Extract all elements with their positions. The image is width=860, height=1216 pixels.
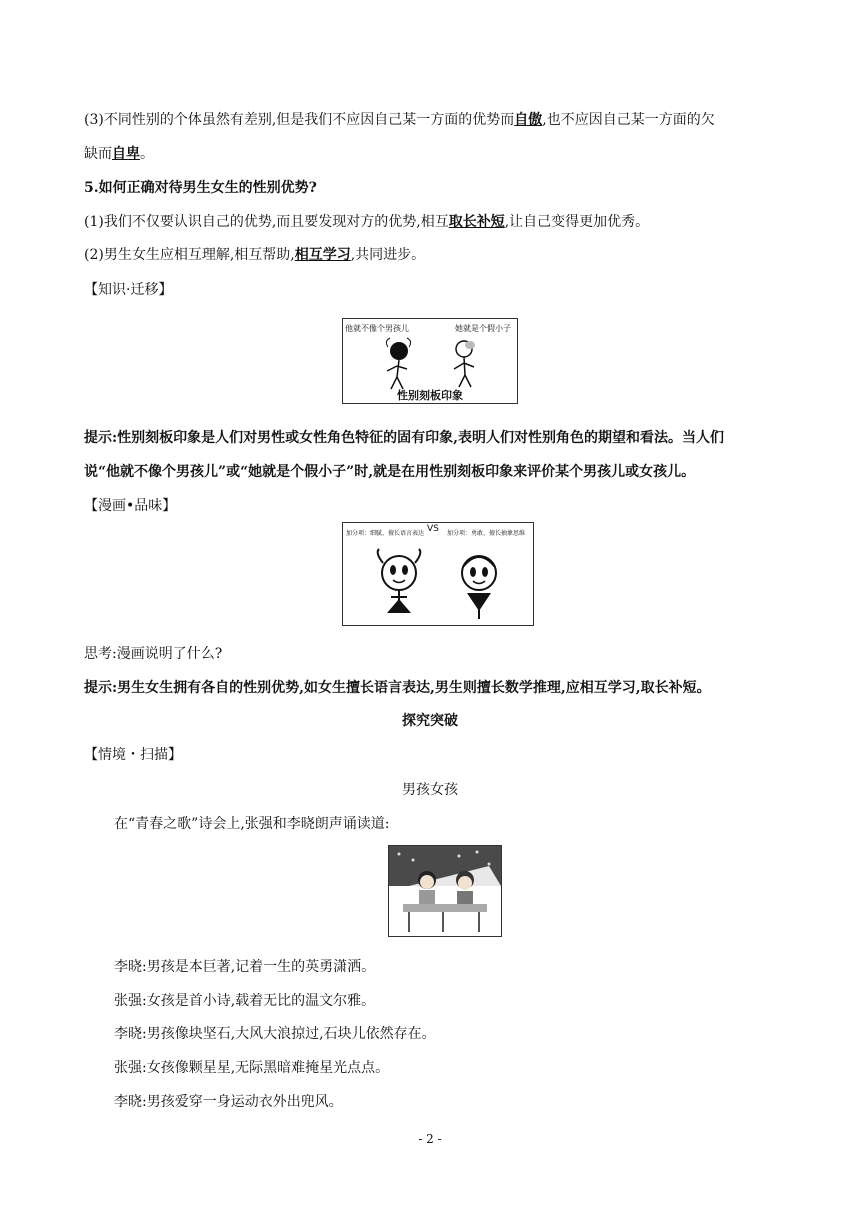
dialogue-line: 李晓:男孩像块坚石,大风大浪掠过,石块儿依然存在。 <box>114 1026 436 1042</box>
section-comic: 【漫画•品味】 <box>84 498 177 514</box>
section-explore-title: 探究突破 <box>402 713 458 729</box>
keyword-learn-mutual: 相互学习 <box>294 247 351 263</box>
keyword-inferior: 自卑 <box>112 146 140 162</box>
classroom-drawing <box>389 846 501 936</box>
paragraph-3-line-2: 缺而自卑。 <box>84 146 154 162</box>
poem-title: 男孩女孩 <box>402 782 458 798</box>
answer-5-1: (1)我们不仅要认识自己的优势,而且要发现对方的优势,相互取长补短,让自己变得更加优秀。 <box>84 214 650 230</box>
figure-caption: 性别刻板印象 <box>397 389 463 402</box>
dialogue-line: 李晓:男孩爱穿一身运动衣外出兜风。 <box>114 1094 343 1110</box>
paragraph-3-line-1: (3)不同性别的个体虽然有差别,但是我们不应因自己某一方面的优势而自傲,也不应因自己某一方面的欠 <box>84 112 715 128</box>
keyword-complement: 取长补短 <box>448 214 505 230</box>
page-number: - 2 - <box>418 1132 442 1146</box>
comic-vs-label: VS <box>427 524 439 534</box>
hint-2: 提示:男生女生拥有各自的性别优势,如女生擅长语言表达,男生则擅长数学推理,应相互学习,取长补短。 <box>84 680 711 696</box>
dialogue-line: 张强:女孩是首小诗,载着无比的温文尔雅。 <box>114 993 376 1009</box>
dialogue-line: 张强:女孩像颗星星,无际黑暗难掩星光点点。 <box>114 1060 390 1076</box>
figure-left-label: 他就不像个男孩儿 <box>345 324 409 333</box>
comic-left-label: 加分项：细腻、擅长语言表达 <box>346 530 425 537</box>
comic-right-label: 加分项：勇敢、擅长抽象思维 <box>447 530 526 537</box>
keyword-arrogant: 自傲 <box>514 112 543 128</box>
question-5: 5.如何正确对待男生女生的性别优势? <box>84 180 317 196</box>
figure-right-label: 她就是个假小子 <box>455 324 511 333</box>
hint-1-line-1: 提示:性别刻板印象是人们对男性或女性角色特征的固有印象,表明人们对性别角色的期望和看法。当人们 <box>84 430 725 446</box>
think-question: 思考:漫画说明了什么? <box>84 646 223 662</box>
stereotype-figure <box>342 318 518 404</box>
comic-figure <box>342 522 534 626</box>
answer-5-2: (2)男生女生应相互理解,相互帮助,相互学习,共同进步。 <box>84 247 426 263</box>
classroom-figure <box>388 845 502 937</box>
dialogue-line: 李晓:男孩是本巨著,记着一生的英勇潇洒。 <box>114 959 376 975</box>
hint-1-line-2: 说“他就不像个男孩儿”或“她就是个假小子”时,就是在用性别刻板印象来评价某个男孩儿或女孩儿。 <box>84 464 696 480</box>
intro-text: 在“青春之歌”诗会上,张强和李晓朗声诵读道: <box>114 816 390 832</box>
section-knowledge: 【知识·迁移】 <box>84 282 173 298</box>
section-scene: 【情境・扫描】 <box>84 747 182 763</box>
cartoon-children-drawing <box>343 523 535 627</box>
